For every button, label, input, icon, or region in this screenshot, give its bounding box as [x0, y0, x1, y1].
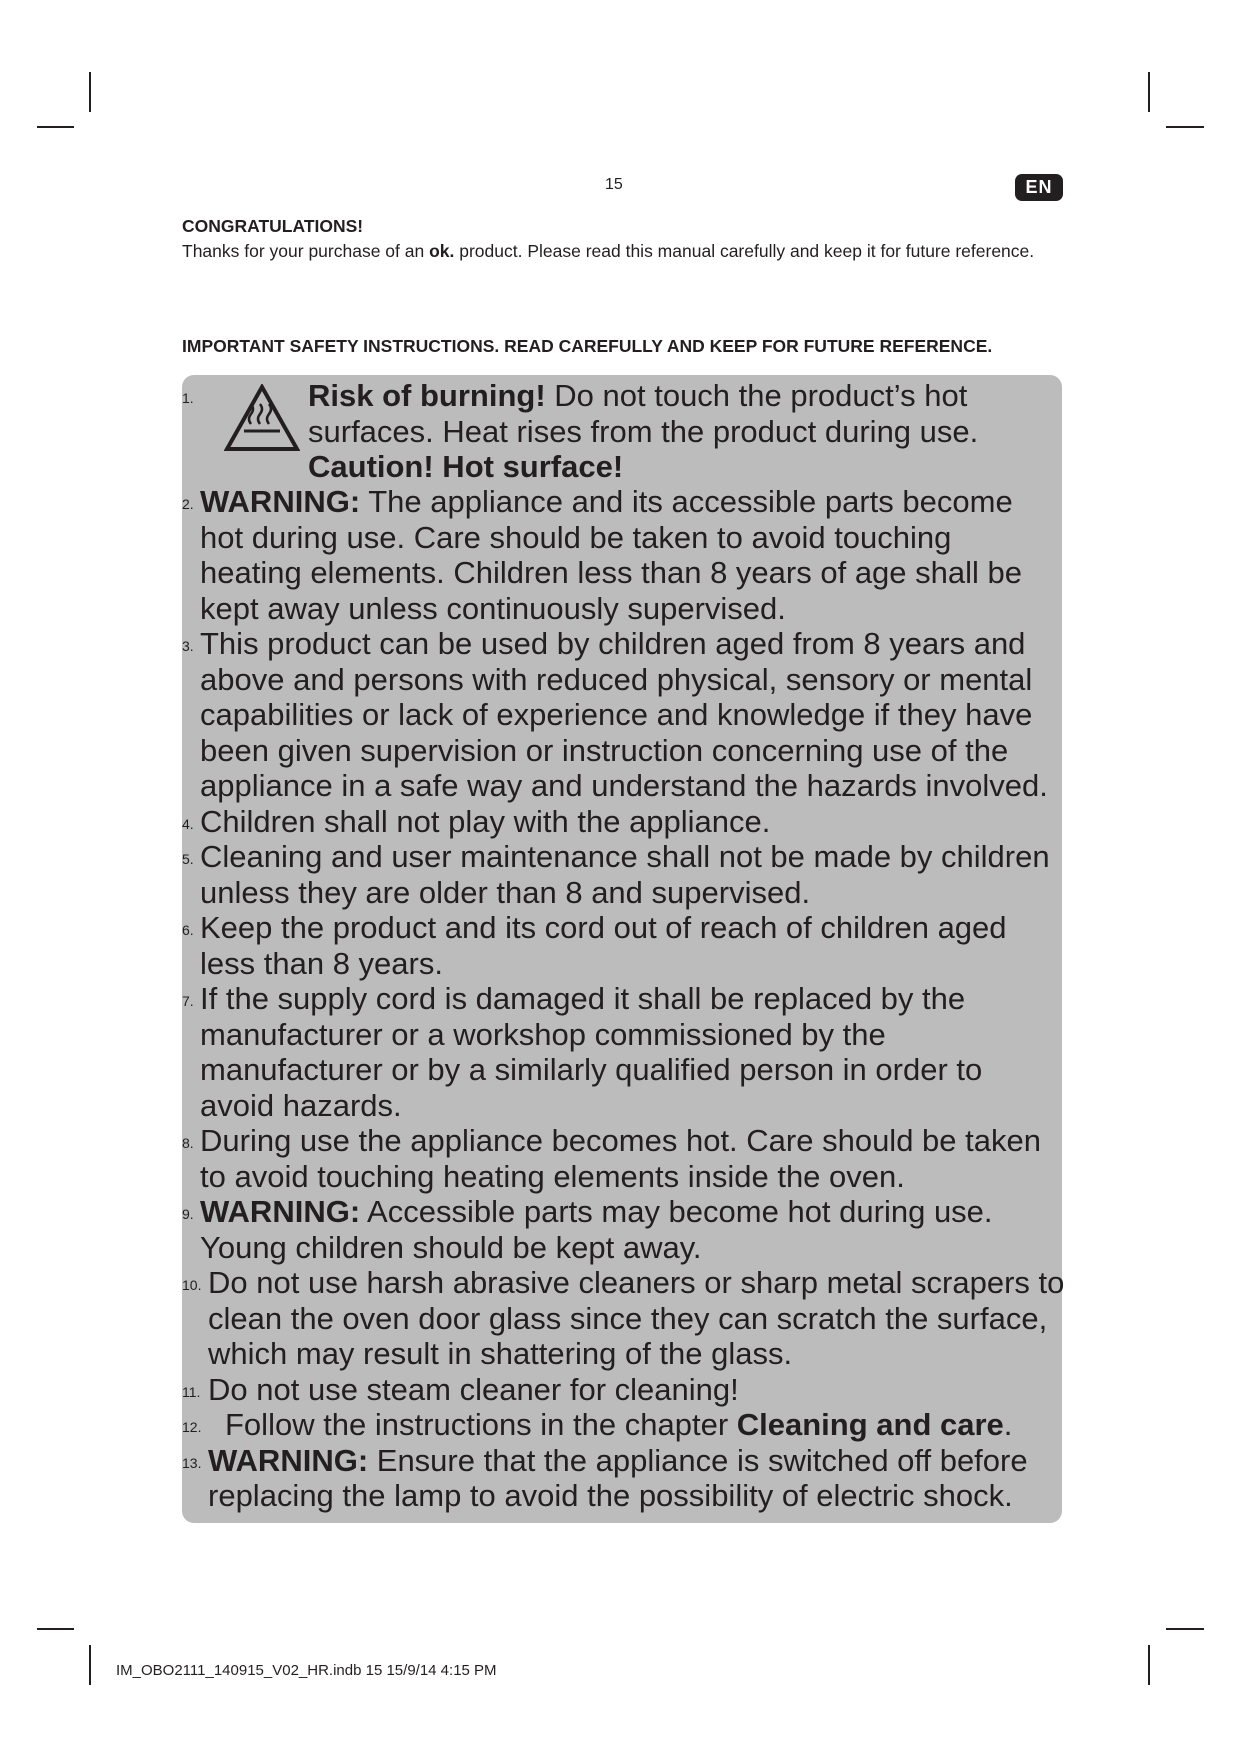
item-number: 5. [182, 851, 194, 867]
item-body-text: During use the appliance becomes hot. Care should be taken to avoid touching heating elements inside the oven. [200, 1123, 1041, 1194]
item-bold-text: WARNING: [200, 1194, 361, 1229]
crop-mark [37, 1628, 74, 1630]
item-body-text: This product can be used by children aged from 8 years and above and persons with reduced physical, sensory or mental capabilities or lack of experience and knowledge if they have been given supervision or instruction concerning use of the appliance in a safe way and understand the hazards involved. [200, 626, 1048, 803]
item-bold-text: WARNING: [200, 484, 361, 519]
item-text [208, 1443, 1028, 1514]
crop-mark [1148, 72, 1150, 112]
item-number: 6. [182, 922, 194, 938]
intro-heading: CONGRATULATIONS! [182, 216, 364, 236]
item-number: 12. [182, 1419, 202, 1435]
safety-item [182, 378, 1082, 484]
item-body-text: The appliance and its accessible parts become hot during use. Care should be taken to avoid touching heating elements. Children less than 8 years of age shall be kept away unless continuously supervised. [200, 484, 1022, 626]
item-number: 2. [182, 496, 194, 512]
item-text [200, 484, 1022, 626]
language-badge: EN [1015, 174, 1063, 201]
item-number: 11. [182, 1383, 201, 1400]
item-body-text: Do not use harsh abrasive cleaners or sharp metal scrapers to clean the oven door glass since they can scratch the surface, which may result in shattering of the glass. [208, 1265, 1065, 1371]
intro-text-part: product. Please read this manual carefully and keep it for future reference. [454, 241, 1035, 261]
item-bold-text: Cleaning and care [736, 1407, 1004, 1442]
crop-mark [1166, 126, 1204, 128]
safety-item [182, 1265, 1082, 1372]
item-body-text: Cleaning and user maintenance shall not be made by children unless they are older than 8 and supervised. [200, 839, 1050, 910]
item-body-text: If the supply cord is damaged it shall be replaced by the manufacturer or a workshop commissioned by the manufacturer or by a similarly qualified person in order to avoid hazards. [200, 981, 983, 1123]
item-number: 7. [182, 993, 194, 1009]
item-body-text: Ensure that the appliance is switched off before replacing the lamp to avoid the possibility of electric shock. [208, 1442, 1028, 1513]
safety-heading: IMPORTANT SAFETY INSTRUCTIONS. READ CAREFULLY AND KEEP FOR FUTURE REFERENCE. [182, 336, 993, 356]
hot-surface-warning-icon [224, 384, 300, 452]
safety-item [182, 626, 1082, 804]
item-text [308, 378, 1082, 449]
item-bold-text: Risk of burning! [308, 378, 546, 413]
crop-mark [1166, 1628, 1204, 1630]
item-body-text: Follow the instructions in the chapter [225, 1407, 737, 1442]
item-number: 4. [182, 815, 194, 832]
item-body-text: Accessible parts may become hot during use. Young children should be kept away. [200, 1194, 993, 1265]
safety-item [182, 1372, 1082, 1408]
safety-item [182, 1194, 1082, 1265]
crop-mark [37, 126, 74, 128]
file-info-footer: IM_OBO2111_140915_V02_HR.indb 15 15/9/14 4:15 PM [116, 1662, 497, 1679]
brand-name: ok. [429, 241, 455, 261]
item-body-text: Keep the product and its cord out of reach of children aged less than 8 years. [200, 910, 1007, 981]
crop-mark [1148, 1645, 1150, 1685]
item-body-text: Children shall not play with the appliance. [200, 803, 771, 839]
safety-instruction-list [182, 378, 1082, 1514]
item-text [200, 1194, 993, 1265]
item-number: 13. [182, 1454, 202, 1471]
safety-item [182, 804, 1082, 840]
item-number: 3. [182, 638, 194, 654]
safety-item [182, 484, 1082, 626]
safety-item [182, 981, 1082, 1123]
item-body-text: Do not use steam cleaner for cleaning! [208, 1371, 739, 1407]
safety-item [182, 1407, 1082, 1443]
crop-mark [89, 72, 91, 112]
item-number: 9. [182, 1206, 194, 1222]
safety-item [182, 1123, 1082, 1194]
safety-item [182, 1443, 1082, 1514]
safety-item [182, 839, 1082, 910]
item-caution-text: Caution! Hot surface! [308, 449, 624, 484]
intro-text-part: Thanks for your purchase of an [182, 241, 430, 261]
item-bold-text: WARNING: [208, 1442, 369, 1478]
item-body-text: Do not touch the product’s hot surfaces. Heat rises from the product during use. [308, 378, 979, 449]
item-number: 8. [182, 1135, 194, 1151]
intro-section [182, 214, 1062, 264]
item-text [225, 1407, 1012, 1442]
crop-mark [89, 1645, 91, 1685]
page-number: 15 [605, 176, 623, 193]
item-number: 10. [182, 1277, 202, 1293]
item-number: 1. [182, 390, 194, 406]
intro-text [182, 239, 1062, 264]
item-tail-text: . [1003, 1407, 1013, 1442]
safety-item [182, 910, 1082, 981]
